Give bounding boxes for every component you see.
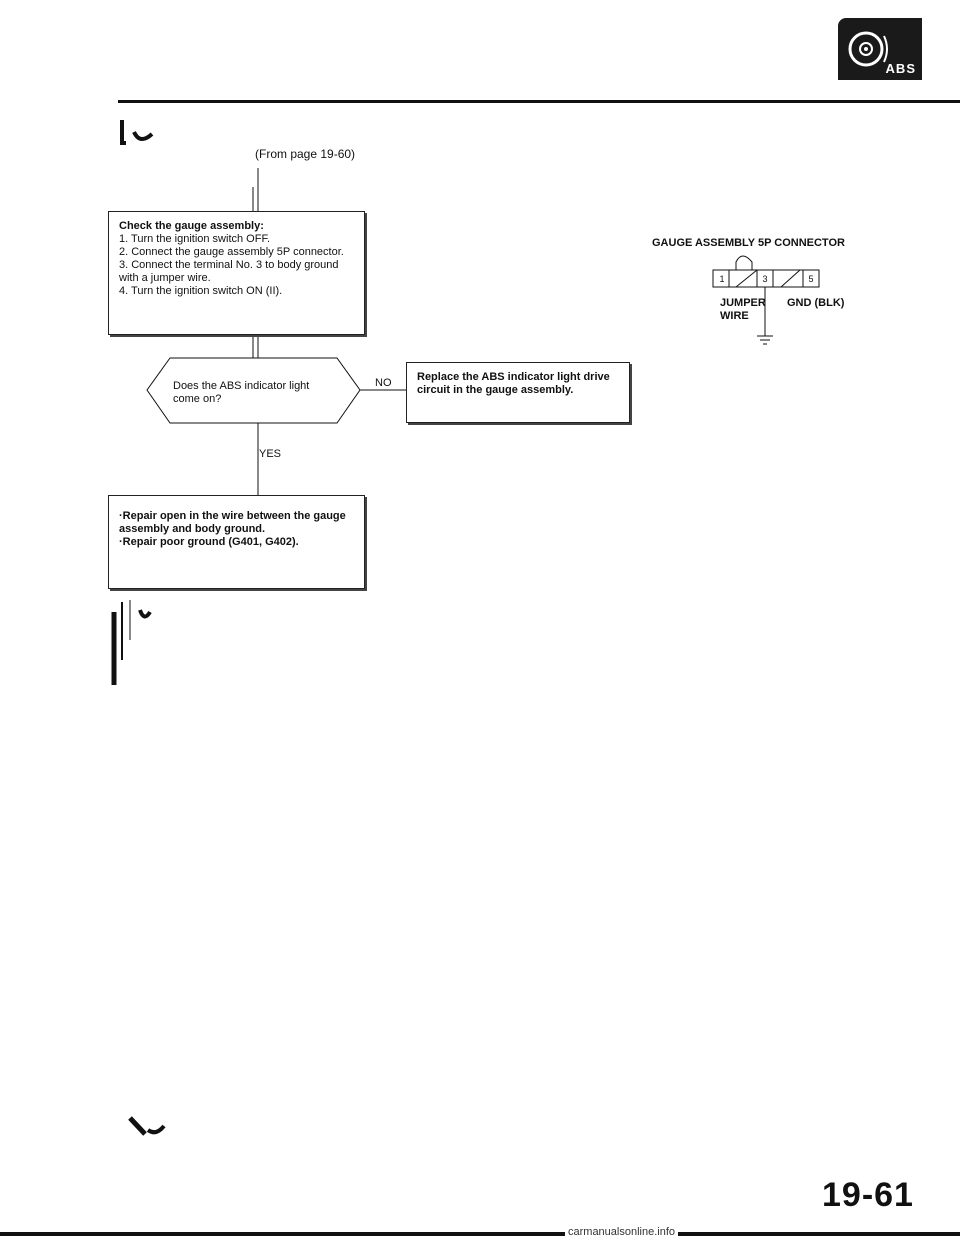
footer-rule <box>0 1232 960 1236</box>
check-step-3: 3. Connect the terminal No. 3 to body ground with a jumper wire. <box>119 259 339 284</box>
jumper-label-line1: JUMPER <box>720 297 766 309</box>
no-branch-label: NO <box>375 377 392 389</box>
ground-label: GND (BLK) <box>787 297 845 309</box>
decision-question: Does the ABS indicator light come on? <box>173 380 310 405</box>
section-logo-text: ABS <box>885 61 916 76</box>
check-step-4: 4. Turn the ignition switch ON (II). <box>119 285 283 297</box>
page-number: 19-61 <box>822 1176 914 1214</box>
repair-box <box>108 495 365 589</box>
connector-pin-1: 1 <box>719 274 725 284</box>
jumper-wire-label <box>720 297 766 323</box>
connector-pin-3: 3 <box>762 274 768 284</box>
from-page-reference: (From page 19-60) <box>255 147 356 161</box>
footer-watermark: carmanualsonline.info <box>565 1226 678 1238</box>
check-gauge-title: Check the gauge assembly: <box>119 220 264 232</box>
repair-item-2: ·Repair poor ground (G401, G402). <box>119 536 299 548</box>
check-step-1: 1. Turn the ignition switch OFF. <box>119 233 271 245</box>
check-step-2: 2. Connect the gauge assembly 5P connector. <box>119 246 344 258</box>
check-gauge-box <box>108 211 365 335</box>
connector-pin-5: 5 <box>808 274 814 284</box>
yes-branch-label: YES <box>259 448 282 460</box>
jumper-label-line2: WIRE <box>720 310 749 322</box>
replace-indicator-box: Replace the ABS indicator light drive circuit in the gauge assembly. <box>406 362 630 423</box>
repair-item-1: ·Repair open in the wire between the gauge assembly and body ground. <box>119 510 346 535</box>
connector-title: GAUGE ASSEMBLY 5P CONNECTOR <box>652 237 845 249</box>
